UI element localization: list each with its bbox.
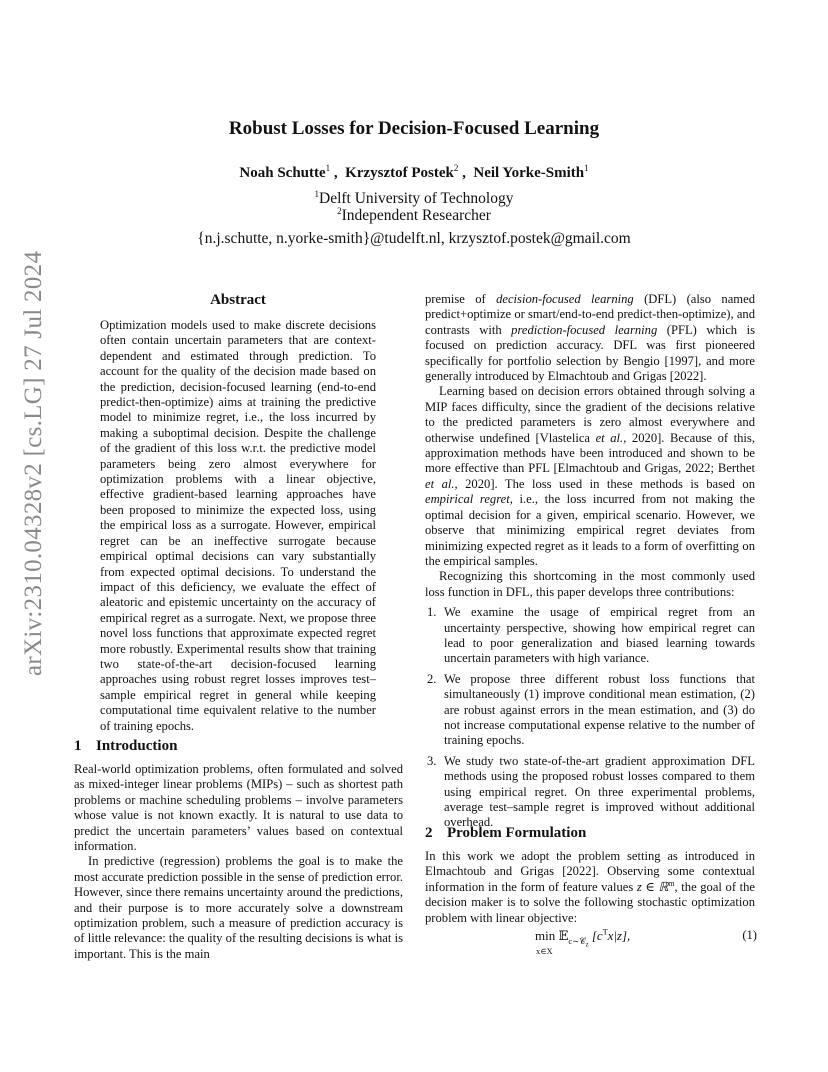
text-run: premise of bbox=[425, 292, 497, 306]
term-pfl: prediction-focused learning bbox=[511, 322, 658, 337]
paragraph bbox=[425, 292, 755, 384]
arxiv-stamp-text: arXiv:2310.04328v2 [cs.LG] 27 Jul 2024 bbox=[20, 250, 47, 676]
abstract-heading: Abstract bbox=[210, 292, 266, 308]
author-name: Noah Schutte bbox=[239, 165, 326, 181]
introduction-body bbox=[74, 762, 403, 962]
affil-mark: 2 bbox=[337, 205, 342, 216]
text-run: (DFL) (also named predict+optimize or smart/end-to-end predict-then-optimize), and contrasts with bbox=[425, 292, 755, 337]
author-affil-mark: 1 bbox=[325, 163, 331, 173]
et-al: et al. bbox=[595, 430, 624, 445]
list-item bbox=[425, 672, 755, 749]
right-column-body bbox=[425, 292, 755, 831]
author-list: Noah Schutte$^1$ , Krzysztof Postek$^2$ , Neil Yorke-Smith$^1$ bbox=[239, 163, 589, 181]
affil-mark: 1 bbox=[314, 188, 319, 199]
list-text: We examine the usage of empirical regret from an uncertainty perspective, showing how empirical regret can lead to poor generalization and biased learning towards uncertain parameters with high variance. bbox=[444, 605, 755, 666]
equation-number: (1) bbox=[742, 928, 757, 942]
text-run: (PFL) which is focused on prediction accuracy. DFL was first pioneered specifically for portfolio selection by Bengio [1997], and more generally introduced by Elmachtoub and Grigas [2022]. bbox=[425, 322, 755, 384]
problem-formulation-body bbox=[425, 849, 755, 926]
eq-under-min: x∈X bbox=[536, 946, 553, 957]
eq-subscript: c∼𝒞 bbox=[568, 935, 586, 946]
list-item bbox=[425, 754, 755, 831]
author-affil-mark: 1 bbox=[584, 163, 589, 173]
term-empirical-regret: empirical regret bbox=[425, 492, 510, 507]
paragraph bbox=[425, 849, 755, 926]
text-run: , 2020]. Because of this, approximation methods have been introduced and shown to be more effective than PFL [Elmachtoub and Grigas, 2022; Berthet bbox=[425, 430, 755, 476]
eq-text: [c bbox=[588, 928, 603, 943]
text-run: , i.e., the loss incurred from not making the optimal decision for a given, empirical scenario. However, we observe that minimizing empirical regret deviates from minimizing expected regret as it leads to a form of overfitting on the empirical samples. bbox=[425, 492, 756, 568]
eq-min: min 𝔼 bbox=[535, 928, 569, 943]
affil-text: Delft University of Technology bbox=[319, 190, 514, 207]
term-dfl: decision-focused learning bbox=[496, 292, 634, 306]
paragraph: In predictive (regression) problems the goal is to make the most accurate prediction possible in the sense of prediction error. However, since there remains uncertainty around the predictions, and their purpose is to more accurately solve a downstream optimization problem, such a measure of prediction accuracy is of little relevance: the quality of the resulting decisions is what is important. This is the main bbox=[74, 854, 403, 961]
list-number: 1. bbox=[427, 605, 437, 620]
equation-1 bbox=[425, 927, 757, 957]
author-affil-mark: 2 bbox=[453, 163, 459, 173]
list-text: We propose three different robust loss functions that simultaneously (1) improve conditional mean estimation, (2) are robust against errors in the mean estimation, and (3) do not increase computational expense relative to the number of training epochs. bbox=[444, 671, 755, 748]
eq-subsubscript: z bbox=[585, 940, 589, 949]
paragraph: Recognizing this shortcoming in the most commonly used loss function in DFL, this paper develops three contributions: bbox=[425, 569, 755, 599]
paragraph: Real-world optimization problems, often formulated and solved as mixed-integer linear problems (MIPs) – such as shortest path problems or machine scheduling problems – involve parameters whose value is not known exactly. It is natural to use data to predict the uncertain parameters’ values based on contextual information. bbox=[74, 762, 403, 854]
math-sup: m bbox=[668, 878, 675, 888]
et-al: et al. bbox=[425, 476, 455, 491]
emails: {n.j.schutte, n.yorke-smith}@tudelft.nl, krzysztof.postek@gmail.com bbox=[197, 230, 631, 247]
author-name: Neil Yorke-Smith bbox=[473, 165, 585, 181]
paper-title: Robust Losses for Decision-Focused Learning bbox=[228, 118, 600, 139]
section-number: 2 bbox=[425, 825, 433, 841]
affil-text: Independent Researcher bbox=[341, 207, 491, 224]
affiliation-1 bbox=[0, 190, 828, 208]
contribution-list bbox=[425, 605, 755, 831]
equation-body bbox=[535, 928, 630, 957]
math-inline: z ∈ ℝ bbox=[636, 879, 669, 894]
section-heading-problem-formulation bbox=[425, 825, 586, 842]
text-run: In this work we adopt the problem setting as introduced in Elmachtoub and Grigas [2022]. Observing some contextual information in the form of feature values bbox=[425, 849, 755, 894]
list-number: 3. bbox=[427, 753, 437, 768]
section-heading-introduction bbox=[74, 738, 177, 755]
text-run: Learning based on decision errors obtained through solving a MIP faces difficulty, since the gradient of the decisions relative to the predicted parameters is zero almost everywhere and otherwise undefined [Vlastelica bbox=[425, 384, 755, 445]
text-run: , the goal of the decision maker is to solve the following stochastic optimization problem with linear objective: bbox=[425, 879, 756, 925]
list-number: 2. bbox=[427, 671, 437, 686]
list-text: We study two state-of-the-art gradient approximation DFL methods using the proposed robust losses compared to them using empirical regret. On three experimental problems, average test–sample regret is improved without additional overhead. bbox=[444, 753, 755, 830]
eq-text: x|z], bbox=[607, 928, 631, 943]
arxiv-stamp bbox=[20, 250, 48, 676]
paragraph bbox=[425, 384, 755, 569]
affiliation-2 bbox=[0, 207, 828, 225]
list-item bbox=[425, 605, 755, 667]
abstract-body: Optimization models used to make discrete decisions often contain uncertain parameters that are context-dependent and estimated through prediction. To account for the quality of the decision made based on the prediction, decision-focused learning (end-to-end predict-then-optimize) aims at training the predictive model to minimize regret, i.e., the loss incurred by making a suboptimal decision. Despite the challenge of the gradient of this loss w.r.t. the predictive model parameters being zero almost everywhere for optimization problems with a linear objective, effective gradient-based learning approaches have been proposed to minimize the expected loss, using the empirical loss as a surrogate. However, empirical regret can be an ineffective surrogate because empirical optimal decisions can vary substantially from expected optimal decisions. To understand the impact of this deficiency, we evaluate the effect of aleatoric and epistemic uncertainty on the accuracy of empirical regret as a surrogate. Next, we propose three novel loss functions that approximate expected regret more robustly. Experimental results show that training two state-of-the-art decision-focused learning approaches using robust regret losses improves test–sample empirical regret in general while keeping computational time equivalent relative to the number of training epochs. bbox=[100, 318, 376, 733]
section-title: Introduction bbox=[96, 738, 178, 754]
eq-transpose: T bbox=[602, 927, 608, 937]
section-title: Problem Formulation bbox=[447, 825, 587, 841]
section-number: 1 bbox=[74, 738, 82, 754]
author-name: Krzysztof Postek bbox=[345, 165, 454, 181]
text-run: , 2020]. The loss used in these methods is based on bbox=[454, 476, 755, 491]
